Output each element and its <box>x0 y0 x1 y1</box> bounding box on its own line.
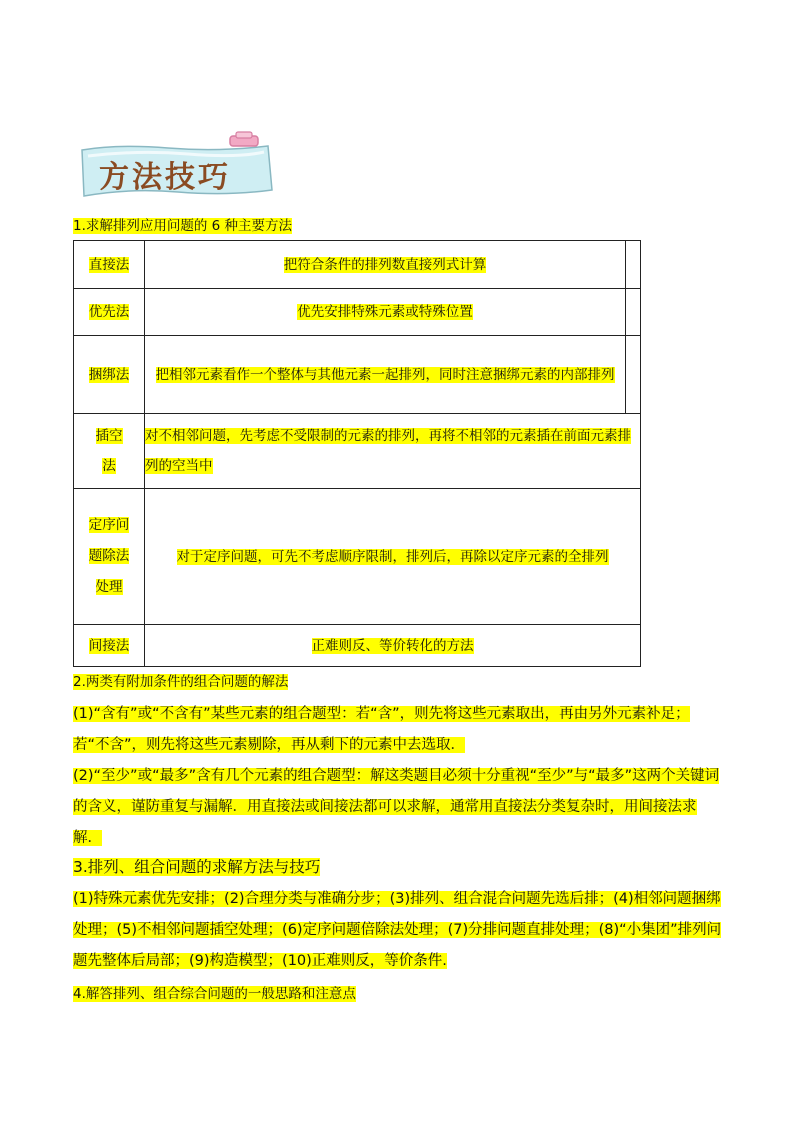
section2-paragraph-2: (2)“至少”或“最多”含有几个元素的组合题型：解这类题目必须十分重视“至少”与“最多”这两个关键词的含义，谨防重复与漏解．用直接法或间接法都可以求解，通常用直接法分类复杂时，用间接法求解． <box>73 768 720 846</box>
table-row <box>74 414 641 489</box>
method-name: 定序问题除法处理 <box>74 489 145 625</box>
section4-heading: 4.解答排列、组合综合问题的一般思路和注意点 <box>73 986 356 1002</box>
method-desc: 对于定序问题，可先不考虑顺序限制，排列后，再除以定序元素的全排列 <box>145 489 641 625</box>
method-desc: 正难则反、等价转化的方法 <box>145 625 641 667</box>
table-stub <box>626 336 641 414</box>
method-desc: 把符合条件的排列数直接列式计算 <box>145 241 626 289</box>
methods-table <box>73 240 641 667</box>
method-desc: 把相邻元素看作一个整体与其他元素一起排列，同时注意捆绑元素的内部排列 <box>145 336 626 414</box>
section1-heading: 1.求解排列应用问题的 6 种主要方法 <box>73 218 293 234</box>
table-stub <box>626 289 641 336</box>
table-stub <box>626 241 641 289</box>
table-row <box>74 289 641 336</box>
table-row <box>74 336 641 414</box>
method-name: 捆绑法 <box>74 336 145 414</box>
table-row <box>74 241 641 289</box>
paperclip-icon <box>228 130 264 154</box>
method-name: 直接法 <box>74 241 145 289</box>
section2-paragraph-1: (1)“含有”或“不含有”某些元素的组合题型：若“含”，则先将这些元素取出，再由另外元素补足；若“不含”，则先将这些元素剔除，再从剩下的元素中去选取． <box>73 706 690 753</box>
method-desc: 对不相邻问题，先考虑不受限制的元素的排列，再将不相邻的元素插在前面元素排列的空当中 <box>145 414 641 489</box>
method-desc: 优先安排特殊元素或特殊位置 <box>145 289 626 336</box>
method-name: 间接法 <box>74 625 145 667</box>
section2-heading: 2.两类有附加条件的组合问题的解法 <box>73 674 289 690</box>
section3-heading: 3.排列、组合问题的求解方法与技巧 <box>73 858 321 876</box>
section3-paragraph: (1)特殊元素优先安排；(2)合理分类与准确分步；(3)排列、组合混合问题先选后排；(4)相邻问题捆绑处理；(5)不相邻问题插空处理；(6)定序问题倍除法处理；(7)分排问题直排处理；(8)“小集团”排列问题先整体后局部；(9)构造模型；(10)正难则反，等价条件. <box>73 891 722 969</box>
method-name: 插空法 <box>74 414 145 489</box>
table-row <box>74 625 641 667</box>
table-row <box>74 489 641 625</box>
section-title: 方法技巧 <box>99 160 231 195</box>
method-name: 优先法 <box>74 289 145 336</box>
